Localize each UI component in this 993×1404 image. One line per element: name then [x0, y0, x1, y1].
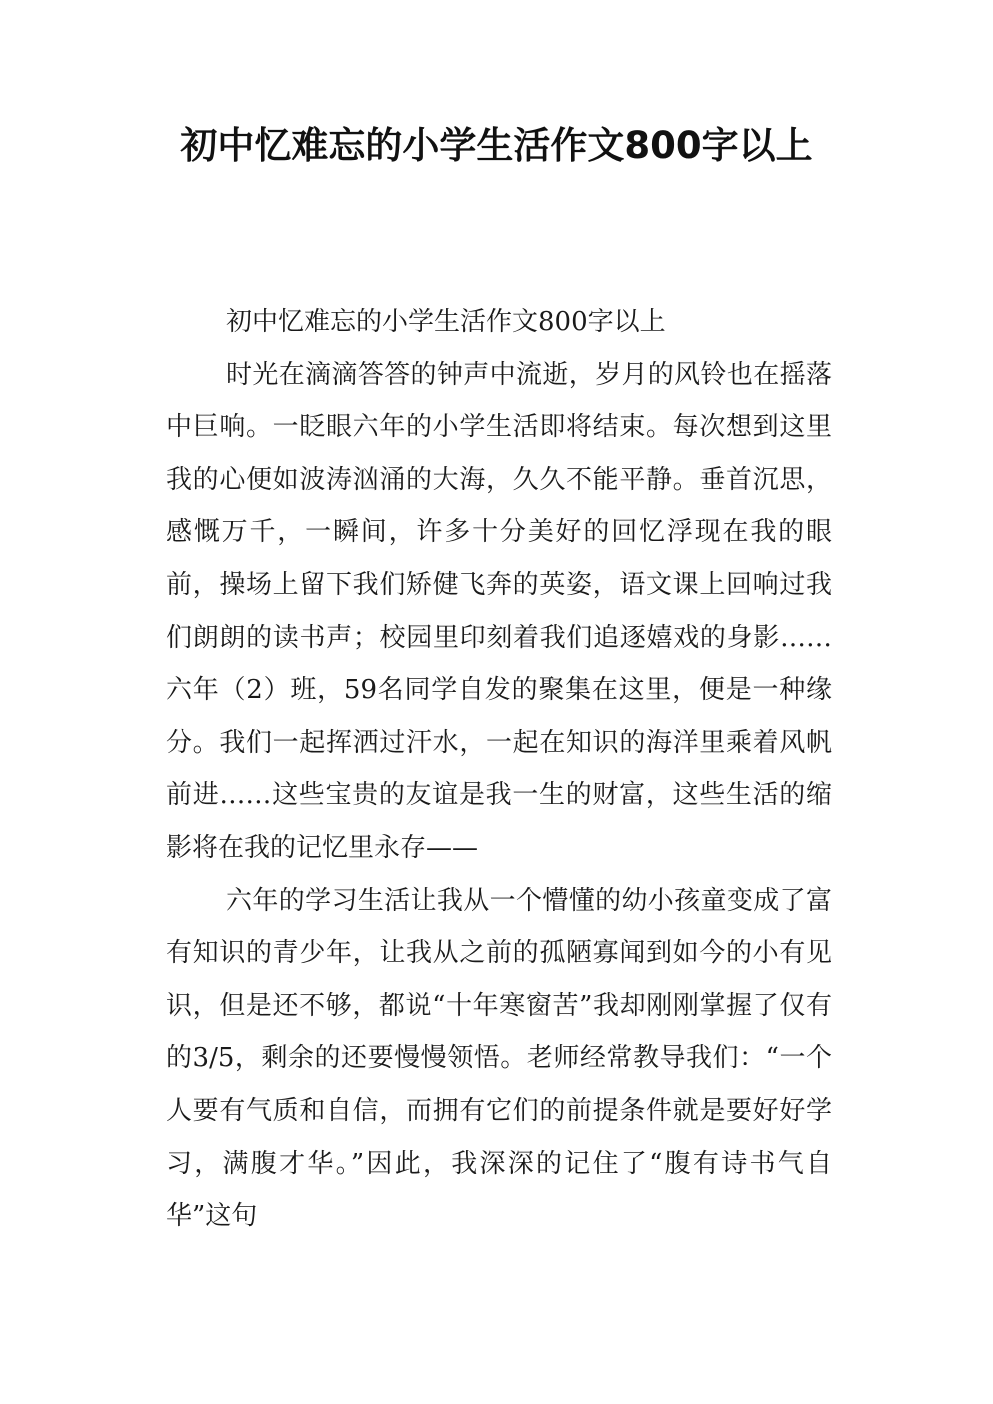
- paragraph-subtitle: 初中忆难忘的小学生活作文800字以上: [226, 307, 666, 337]
- document-title: 初中忆难忘的小学生活作文800字以上: [180, 124, 813, 167]
- document-body: [166, 296, 832, 1243]
- paragraph-2: 六年的学习生活让我从一个懵懂的幼小孩童变成了富有知识的青少年，让我从之前的孤陋寡闻到如今的小有见识，但是还不够，都说“十年寒窗苦”我却刚刚掌握了仅有的3/5，剩余的还要慢慢领悟。老师经常教导我们：“一个人要有气质和自信，而拥有它们的前提条件就是要好好学习，满腹才华。”因此，我深深的记住了“腹有诗书气自华”这句: [166, 885, 832, 1232]
- paragraph-1: 时光在滴滴答答的钟声中流逝，岁月的风铃也在摇落中巨响。一眨眼六年的小学生活即将结束。每次想到这里我的心便如波涛汹涌的大海，久久不能平静。垂首沉思，感慨万千，一瞬间，许多十分美好的回忆浮现在我的眼前，操场上留下我们矫健飞奔的英姿，语文课上回响过我们朗朗的读书声；校园里印刻着我们追逐嬉戏的身影……六年（2）班，59名同学自发的聚集在这里，便是一种缘分。我们一起挥洒过汗水，一起在知识的海洋里乘着风帆前进……这些宝贵的友谊是我一生的财富，这些生活的缩影将在我的记忆里永存——: [166, 359, 832, 863]
